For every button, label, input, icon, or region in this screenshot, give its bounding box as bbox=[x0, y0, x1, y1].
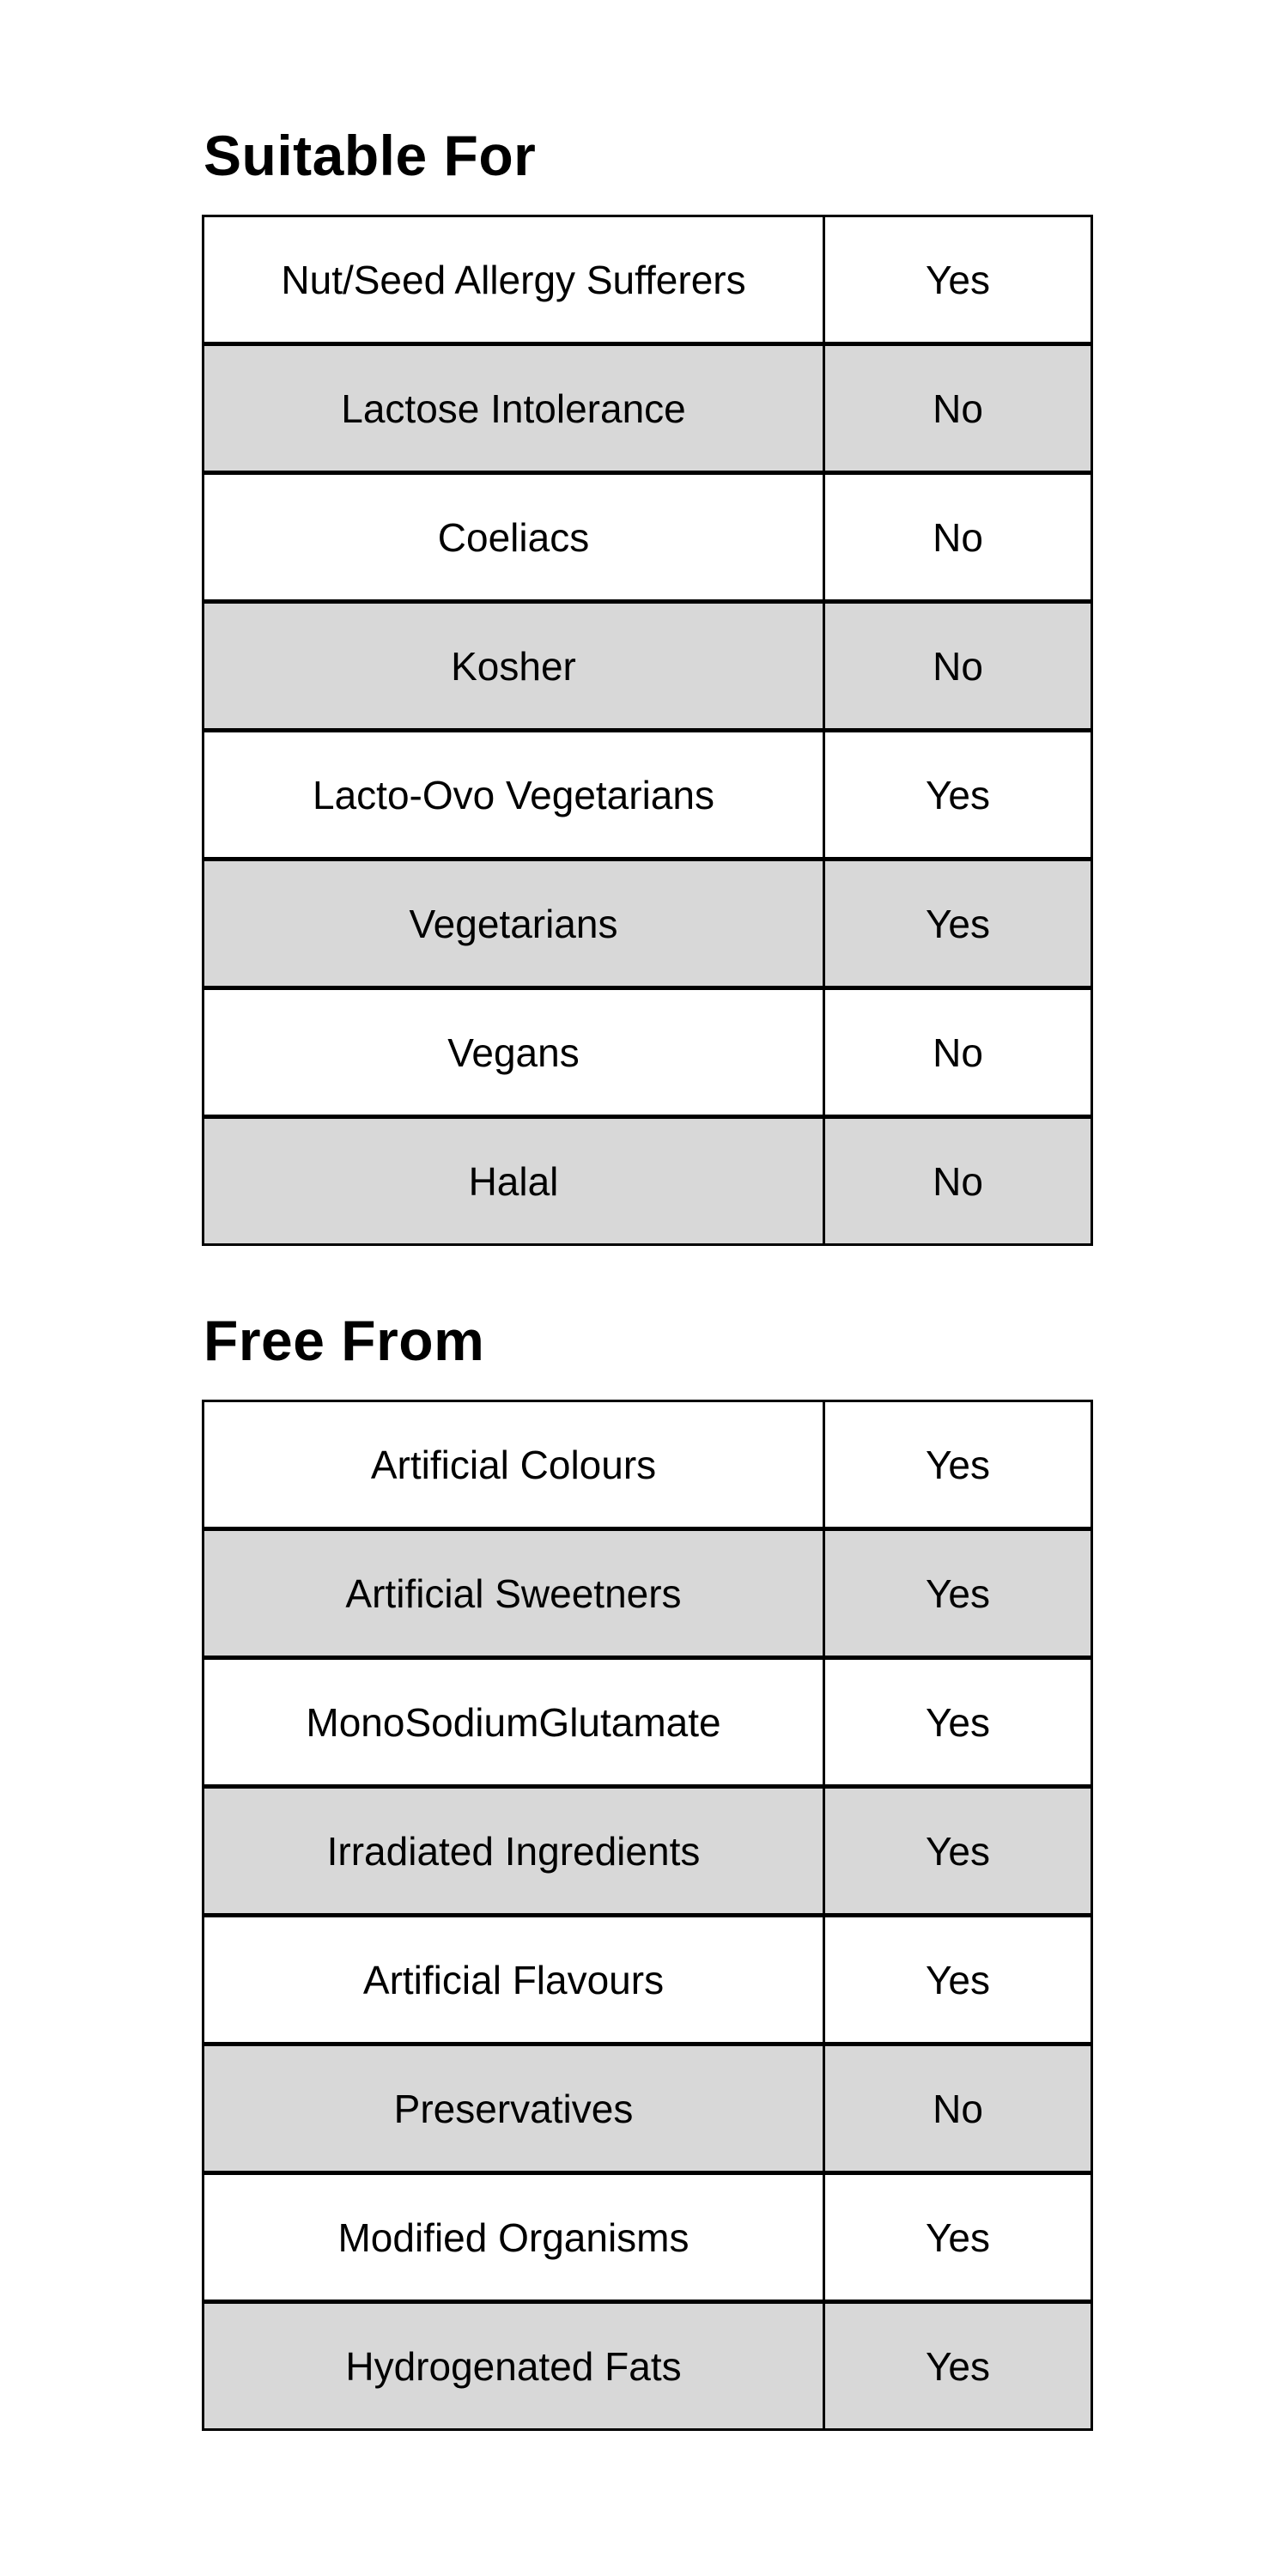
diet-label-cell: Artificial Sweetners bbox=[204, 1529, 824, 1658]
diet-value-cell: Yes bbox=[824, 731, 1092, 860]
diet-label-cell: Lacto-Ovo Vegetarians bbox=[204, 731, 824, 860]
diet-value-cell: Yes bbox=[824, 1787, 1092, 1916]
free-from-title: Free From bbox=[204, 1309, 485, 1372]
diet-value-cell: No bbox=[824, 988, 1092, 1117]
table-row bbox=[204, 1529, 1092, 1658]
table-row bbox=[204, 731, 1092, 860]
table-row bbox=[204, 988, 1092, 1117]
diet-label-cell: Hydrogenated Fats bbox=[204, 2302, 824, 2430]
diet-value-cell: Yes bbox=[824, 2302, 1092, 2430]
diet-value-cell: Yes bbox=[824, 1529, 1092, 1658]
table-row bbox=[204, 602, 1092, 731]
table-row bbox=[204, 2044, 1092, 2173]
table-row bbox=[204, 1658, 1092, 1787]
diet-label-cell: Preservatives bbox=[204, 2044, 824, 2173]
diet-value-cell: No bbox=[824, 473, 1092, 602]
table-row bbox=[204, 1117, 1092, 1245]
diet-label-cell: Kosher bbox=[204, 602, 824, 731]
diet-value-cell: Yes bbox=[824, 1658, 1092, 1787]
diet-label-cell: MonoSodiumGlutamate bbox=[204, 1658, 824, 1787]
diet-value-cell: No bbox=[824, 2044, 1092, 2173]
free-from-section bbox=[202, 1309, 1091, 2431]
diet-label-cell: Coeliacs bbox=[204, 473, 824, 602]
table-row bbox=[204, 1916, 1092, 2044]
diet-label-cell: Irradiated Ingredients bbox=[204, 1787, 824, 1916]
table-row bbox=[204, 473, 1092, 602]
table-row bbox=[204, 344, 1092, 473]
diet-value-cell: No bbox=[824, 344, 1092, 473]
table-row bbox=[204, 1787, 1092, 1916]
diet-value-cell: Yes bbox=[824, 2173, 1092, 2302]
diet-value-cell: No bbox=[824, 1117, 1092, 1245]
diet-label-cell: Vegans bbox=[204, 988, 824, 1117]
table-row bbox=[204, 2302, 1092, 2430]
table-row bbox=[204, 2173, 1092, 2302]
diet-label-cell: Vegetarians bbox=[204, 860, 824, 988]
table-row bbox=[204, 216, 1092, 344]
suitable-for-title: Suitable For bbox=[204, 124, 537, 187]
diet-label-cell: Lactose Intolerance bbox=[204, 344, 824, 473]
suitable-for-table bbox=[202, 215, 1093, 1246]
table-row bbox=[204, 1401, 1092, 1529]
diet-label-cell: Artificial Colours bbox=[204, 1401, 824, 1529]
free-from-table bbox=[202, 1400, 1093, 2431]
diet-value-cell: Yes bbox=[824, 216, 1092, 344]
suitable-for-section bbox=[202, 124, 1091, 1246]
diet-value-cell: Yes bbox=[824, 860, 1092, 988]
diet-value-cell: No bbox=[824, 602, 1092, 731]
diet-value-cell: Yes bbox=[824, 1916, 1092, 2044]
diet-label-cell: Halal bbox=[204, 1117, 824, 1245]
diet-label-cell: Artificial Flavours bbox=[204, 1916, 824, 2044]
diet-value-cell: Yes bbox=[824, 1401, 1092, 1529]
diet-label-cell: Modified Organisms bbox=[204, 2173, 824, 2302]
diet-label-cell: Nut/Seed Allergy Sufferers bbox=[204, 216, 824, 344]
table-row bbox=[204, 860, 1092, 988]
